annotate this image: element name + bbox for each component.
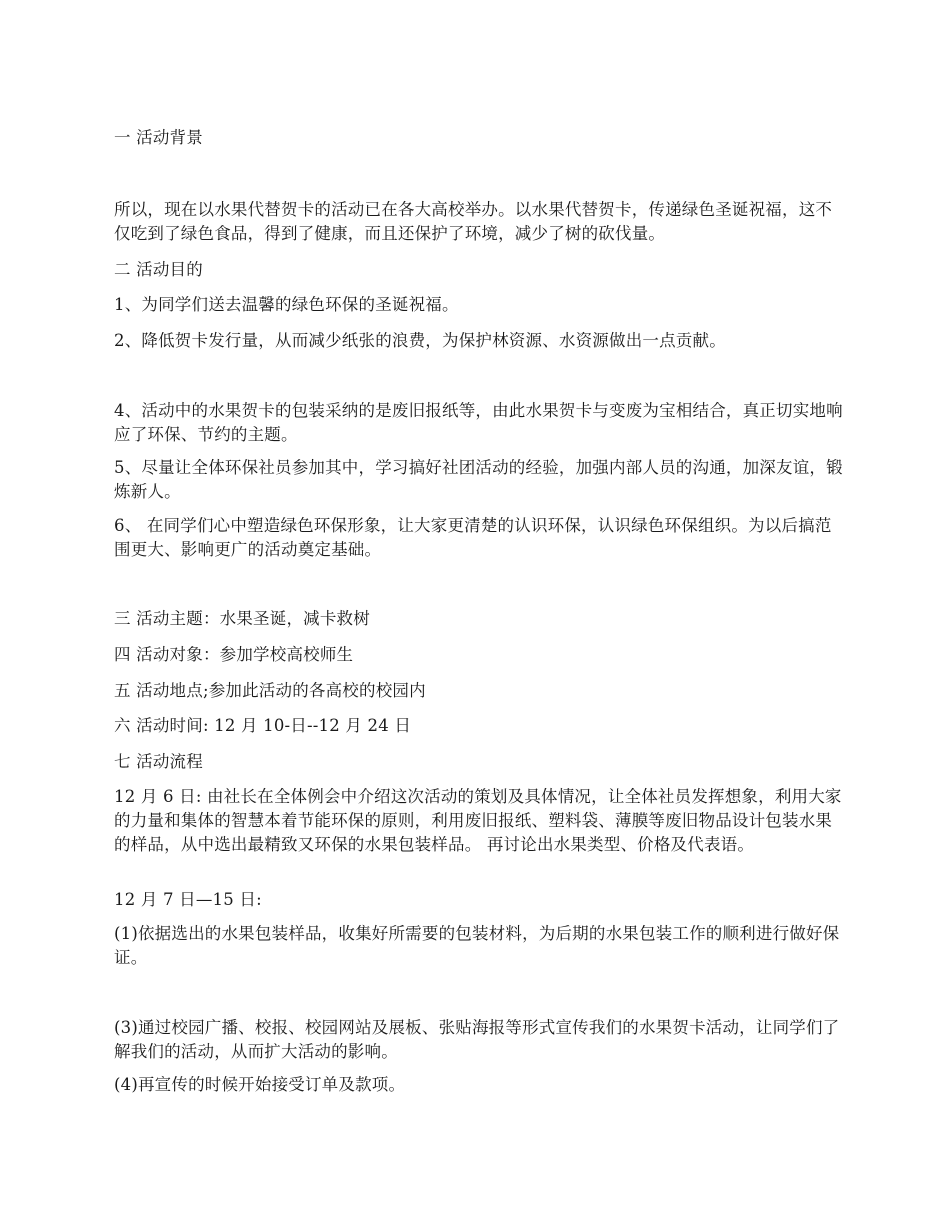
section-audience: 四 活动对象：参加学校高校师生	[114, 645, 354, 664]
purpose-item-2: 2、降低贺卡发行量，从而减少纸张的浪费，为保护林资源、水资源做出一点贡献。	[114, 331, 726, 350]
background-paragraph: 所以，现在以水果代替贺卡的活动已在各大高校举办。以水果代替贺卡，传递绿色圣诞祝福，这不仅吃到了绿色食品，得到了健康，而且还保护了环境，减少了树的砍伐量。	[114, 200, 833, 243]
purpose-item-4: 4、活动中的水果贺卡的包装采纳的是废旧报纸等，由此水果贺卡与变废为宝相结合，真正切实地响应了环保、节约的主题。	[114, 401, 843, 444]
purpose-item-6: 6、 在同学们心中塑造绿色环保形象，让大家更清楚的认识环保，认识绿色环保组织。为以后搞范围更大、影响更广的活动奠定基础。	[114, 516, 832, 559]
process-dec-6: 12 月 6 日: 由社长在全体例会中介绍这次活动的策划及具体情况，让全体社员发挥想象，利用大家的力量和集体的智慧本着节能环保的原则，利用废旧报纸、塑料袋、薄膜等废旧物品设计包装水果的样品，从中选出最精致又环保的水果包装样品。 再讨论出水果类型、价格及代表语。	[114, 787, 842, 854]
process-step-1: (1)依据选出的水果包装样品，收集好所需要的包装材料，为后期的水果包装工作的顺利进行做好保证。	[114, 924, 840, 967]
section-heading-purpose: 二 活动目的	[114, 260, 203, 279]
process-dec-7-15-heading: 12 月 7 日—15 日:	[114, 890, 262, 909]
purpose-item-1: 1、为同学们送去温馨的绿色环保的圣诞祝福。	[114, 295, 459, 314]
section-theme: 三 活动主题：水果圣诞，减卡救树	[114, 609, 370, 628]
section-heading-background: 一 活动背景	[114, 128, 203, 147]
process-step-3: (3)通过校园广播、校报、校园网站及展板、张贴海报等形式宣传我们的水果贺卡活动，让同学们了解我们的活动，从而扩大活动的影响。	[114, 1018, 840, 1061]
process-step-4: (4)再宣传的时候开始接受订单及款项。	[114, 1075, 406, 1094]
section-heading-process: 七 活动流程	[114, 752, 203, 771]
section-location: 五 活动地点;参加此活动的各高校的校园内	[114, 681, 426, 700]
purpose-item-5: 5、尽量让全体环保社员参加其中，学习搞好社团活动的经验，加强内部人员的沟通，加深友谊，锻炼新人。	[114, 458, 843, 501]
section-time: 六 活动时间: 12 月 10-日--12 月 24 日	[114, 716, 412, 735]
